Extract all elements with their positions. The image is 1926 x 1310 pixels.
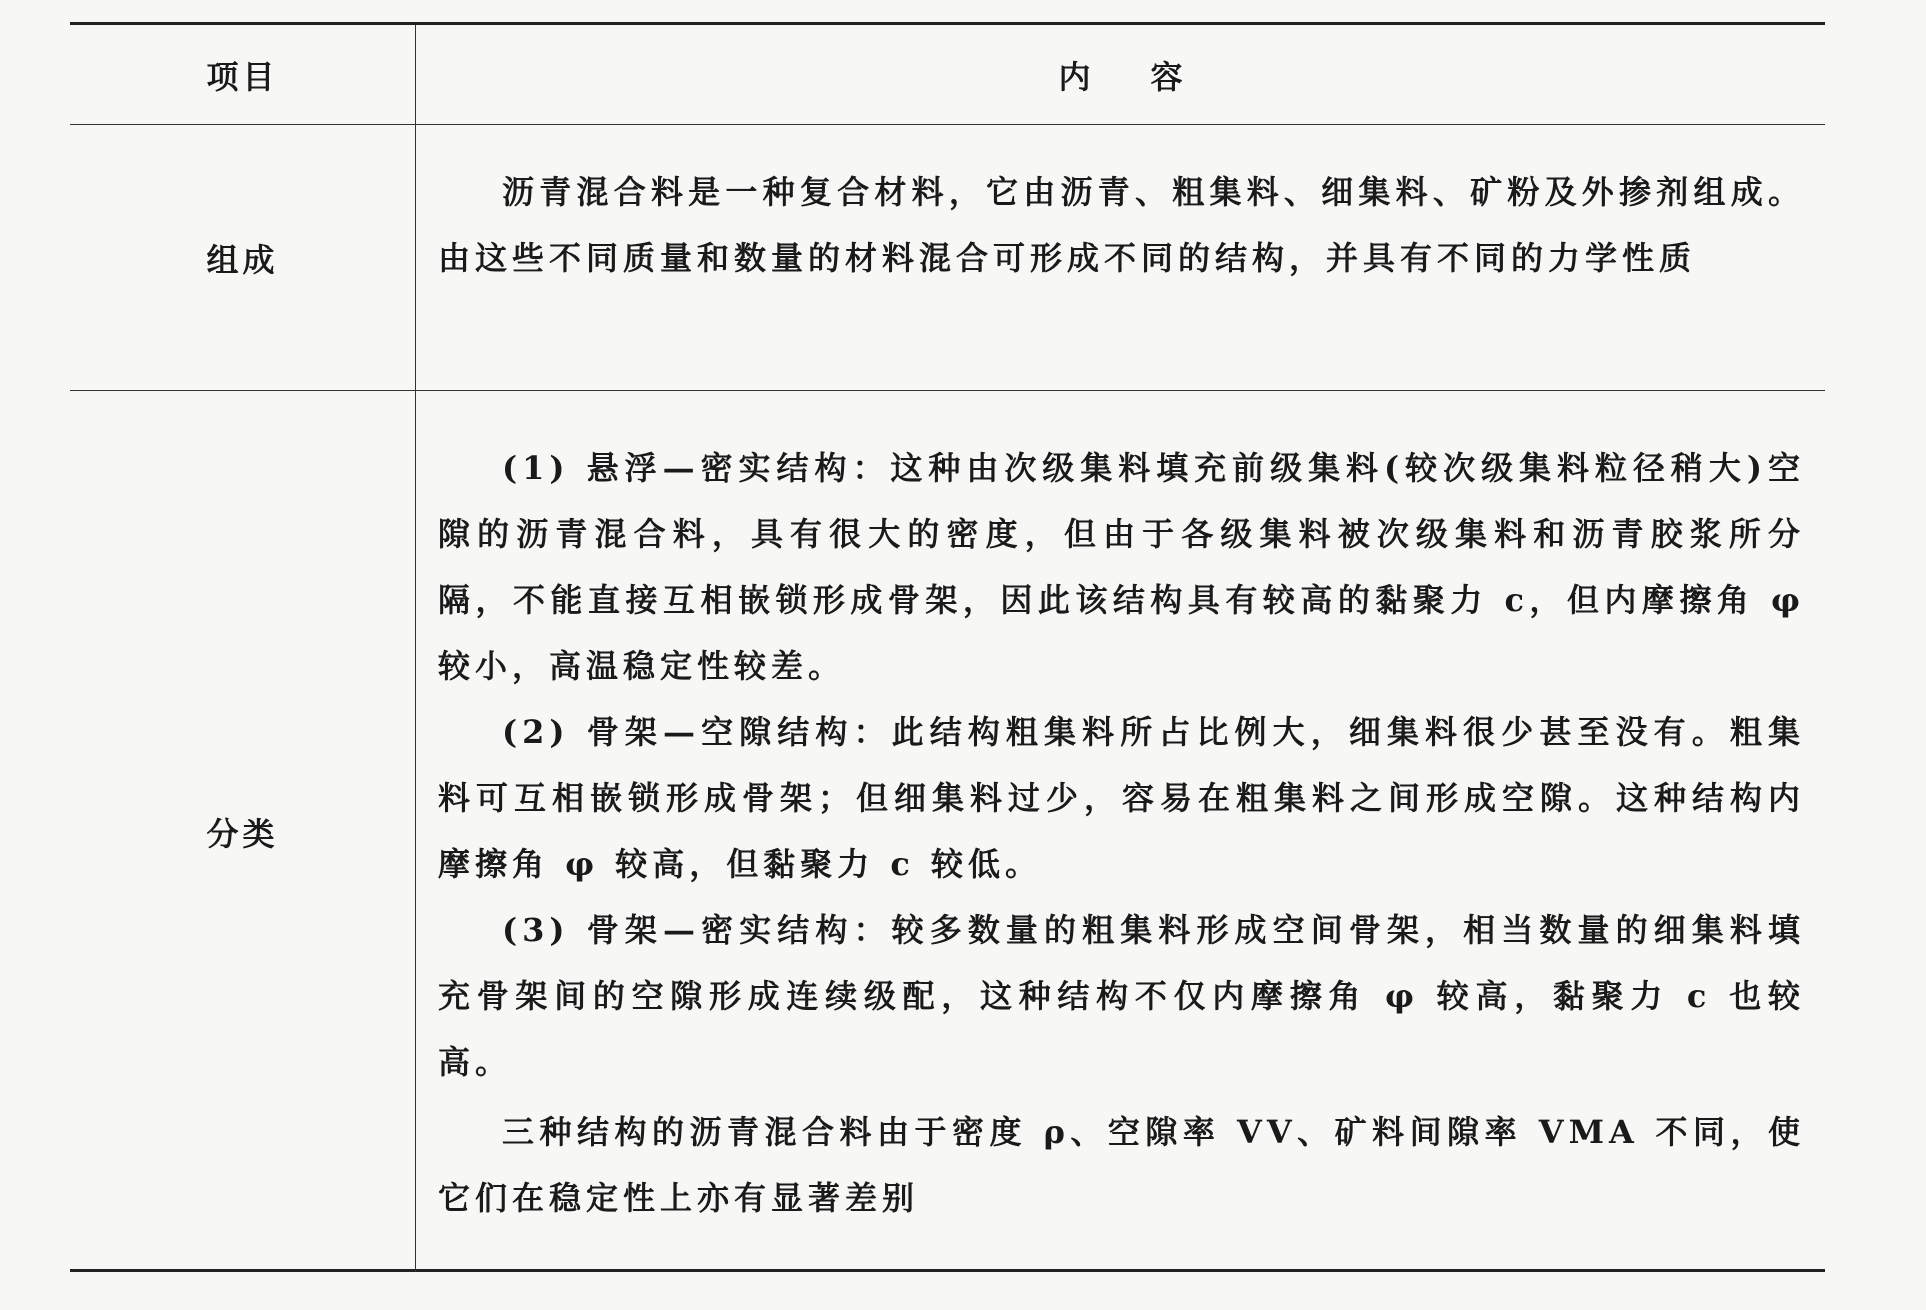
header-item-cell: 项目: [206, 57, 279, 96]
paragraph: 沥青混合料是一种复合材料，它由沥青、粗集料、细集料、矿粉及外掺剂组成。由这些不同质量和数量的材料混合可形成不同的结构，并具有不同的力学性质: [438, 173, 1805, 277]
paragraph-skeleton-void: (2) 骨架—空隙结构：此结构粗集料所占比例大，细集料很少甚至没有。粗集料可互相嵌锁形成骨架；但细集料过少，容易在粗集料之间形成空隙。这种结构内摩擦角 φ 较高，但黏聚力 c 较低。: [438, 713, 1805, 883]
paragraph-summary: 三种结构的沥青混合料由于密度 ρ、空隙率 VV、矿料间隙率 VMA 不同，使它们在稳定性上亦有显著差别: [438, 1113, 1805, 1217]
row-content-classification: [416, 391, 1825, 1272]
row-content-composition: [416, 125, 1825, 390]
row-label-classification: 分类: [206, 814, 279, 853]
header-content-cell: 内容: [1058, 57, 1243, 96]
paragraph-suspended-dense: (1) 悬浮—密实结构：这种由次级集料填充前级集料(较次级集料粒径稍大)空隙的沥青混合料，具有很大的密度，但由于各级集料被次级集料和沥青胶浆所分隔，不能直接互相嵌锁形成骨架，因此该结构具有较高的黏聚力 c，但内摩擦角 φ 较小，高温稳定性较差。: [438, 449, 1805, 685]
table-row-classification: [70, 391, 1825, 1272]
row-label-composition: 组成: [206, 240, 279, 279]
table-header-row: [70, 25, 1825, 125]
content-table: [70, 22, 1825, 1272]
table-row-composition: [70, 125, 1825, 391]
paragraph-skeleton-dense: (3) 骨架—密实结构：较多数量的粗集料形成空间骨架，相当数量的细集料填充骨架间的空隙形成连续级配，这种结构不仅内摩擦角 φ 较高，黏聚力 c 也较高。: [438, 911, 1805, 1081]
